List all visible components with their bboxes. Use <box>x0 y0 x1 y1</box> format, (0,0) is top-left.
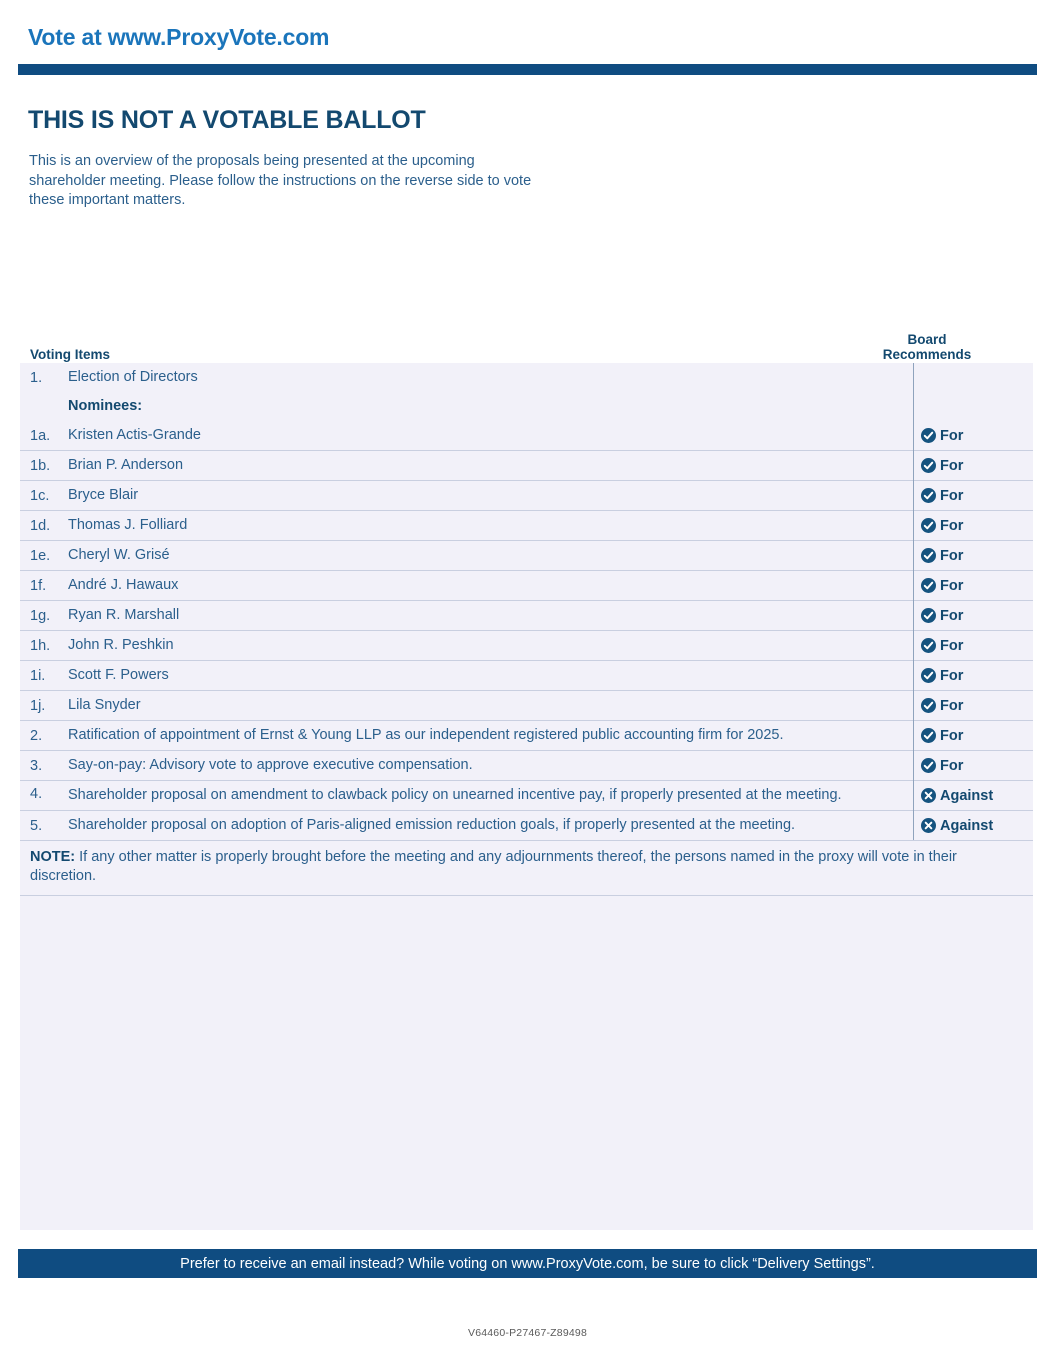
recommendation-label: For <box>940 667 964 684</box>
recommendation-badge <box>921 458 963 474</box>
recommendation-badge <box>921 638 963 654</box>
row-recommendation-cell <box>913 392 1033 421</box>
row-label: Ryan R. Marshall <box>68 607 180 623</box>
table-row <box>20 571 1033 601</box>
row-item-cell <box>20 392 913 421</box>
x-circle-icon <box>921 788 936 803</box>
recommendation-label: For <box>940 457 964 474</box>
check-circle-icon <box>921 638 936 653</box>
column-header-board-recommends <box>827 332 1027 362</box>
row-recommendation-cell <box>913 421 1033 450</box>
recommendation-label: For <box>940 757 964 774</box>
row-item-cell <box>20 363 913 392</box>
note-row <box>20 841 1033 896</box>
board-header-line2: Recommends <box>882 347 972 362</box>
row-recommendation-cell <box>913 661 1033 690</box>
row-label: Election of Directors <box>68 369 198 385</box>
row-recommendation-cell <box>913 691 1033 720</box>
recommendation-label: For <box>940 697 964 714</box>
table-row <box>20 481 1033 511</box>
row-number: 1. <box>30 369 43 386</box>
recommendation-badge <box>921 428 963 444</box>
recommendation-badge <box>921 728 963 744</box>
row-label: Brian P. Anderson <box>68 457 184 473</box>
row-number: 1e. <box>30 547 51 564</box>
row-label: Thomas J. Folliard <box>68 517 188 533</box>
table-row <box>20 661 1033 691</box>
row-recommendation-cell <box>913 511 1033 540</box>
row-item-cell <box>20 541 913 570</box>
table-row <box>20 781 1033 811</box>
recommendation-badge <box>921 818 993 834</box>
row-item-cell <box>20 511 913 540</box>
table-row <box>20 751 1033 781</box>
row-label: Bryce Blair <box>68 487 139 503</box>
recommendation-badge <box>921 698 963 714</box>
row-item-cell <box>20 571 913 600</box>
recommendation-label: For <box>940 577 964 594</box>
row-item-cell <box>20 811 913 840</box>
recommendation-badge <box>921 578 963 594</box>
recommendation-label: Against <box>940 787 994 804</box>
row-label: John R. Peshkin <box>68 637 174 653</box>
row-item-cell <box>20 631 913 660</box>
recommendation-badge <box>921 608 963 624</box>
table-row <box>20 541 1033 571</box>
recommendation-label: For <box>940 487 964 504</box>
row-recommendation-cell <box>913 781 1033 810</box>
recommendation-label: For <box>940 427 964 444</box>
row-number: 5. <box>30 817 43 834</box>
check-circle-icon <box>921 428 936 443</box>
recommendation-label: For <box>940 547 964 564</box>
column-divider <box>913 363 914 840</box>
row-number: 1i. <box>30 667 46 684</box>
row-number: 1d. <box>30 517 51 534</box>
row-recommendation-cell <box>913 451 1033 480</box>
header-rule <box>18 64 1037 75</box>
x-circle-icon <box>921 818 936 833</box>
recommendation-label: For <box>940 607 964 624</box>
site-heading: Vote at www.ProxyVote.com <box>28 24 330 50</box>
note-label: NOTE: <box>30 849 76 865</box>
row-number: 1g. <box>30 607 51 624</box>
row-item-cell <box>20 751 913 780</box>
row-item-cell <box>20 601 913 630</box>
row-item-cell <box>20 481 913 510</box>
row-recommendation-cell <box>913 601 1033 630</box>
row-recommendation-cell <box>913 571 1033 600</box>
row-label: Kristen Actis-Grande <box>68 427 201 443</box>
row-item-cell <box>20 691 913 720</box>
row-label: Shareholder proposal on adoption of Paris-aligned emission reduction goals, if properly presented at the meeting. <box>68 817 796 833</box>
table-row <box>20 451 1033 481</box>
column-header-voting-items: Voting Items <box>30 347 111 362</box>
row-recommendation-cell <box>913 541 1033 570</box>
row-label: André J. Hawaux <box>68 577 179 593</box>
recommendation-badge <box>921 488 963 504</box>
check-circle-icon <box>921 698 936 713</box>
control-number: V64460-P27467-Z89498 <box>467 1327 587 1339</box>
check-circle-icon <box>921 488 936 503</box>
table-body <box>20 363 1033 841</box>
table-header <box>20 318 1033 363</box>
row-number: 1j. <box>30 697 46 714</box>
row-recommendation-cell <box>913 481 1033 510</box>
row-number: 3. <box>30 757 43 774</box>
recommendation-badge <box>921 788 993 804</box>
row-label: Nominees: <box>68 398 143 414</box>
check-circle-icon <box>921 518 936 533</box>
row-item-cell <box>20 661 913 690</box>
row-recommendation-cell <box>913 811 1033 840</box>
row-item-cell <box>20 421 913 450</box>
check-circle-icon <box>921 668 936 683</box>
recommendation-badge <box>921 518 963 534</box>
footer-bar-text: Prefer to receive an email instead? While voting on www.ProxyVote.com, be sure to click “Delivery Settings”. <box>180 1255 875 1272</box>
check-circle-icon <box>921 608 936 623</box>
table-row <box>20 631 1033 661</box>
table-row <box>20 392 1033 421</box>
table-row <box>20 721 1033 751</box>
row-number: 1a. <box>30 427 51 444</box>
table-row <box>20 421 1033 451</box>
voting-items-table <box>20 318 1033 1230</box>
table-row <box>20 691 1033 721</box>
note-text-block <box>30 848 1023 886</box>
table-row <box>20 811 1033 840</box>
row-recommendation-cell <box>913 721 1033 750</box>
recommendation-label: For <box>940 517 964 534</box>
check-circle-icon <box>921 458 936 473</box>
check-circle-icon <box>921 578 936 593</box>
recommendation-badge <box>921 668 963 684</box>
row-number: 1f. <box>30 577 47 594</box>
page-title: THIS IS NOT A VOTABLE BALLOT <box>28 106 426 134</box>
row-label: Scott F. Powers <box>68 667 169 683</box>
row-number: 1h. <box>30 637 51 654</box>
row-item-cell <box>20 721 913 750</box>
recommendation-badge <box>921 758 963 774</box>
recommendation-label: Against <box>940 817 994 834</box>
recommendation-badge <box>921 548 963 564</box>
row-label: Lila Snyder <box>68 697 141 713</box>
recommendation-label: For <box>940 637 964 654</box>
table-row <box>20 601 1033 631</box>
row-label: Cheryl W. Grisé <box>68 547 170 563</box>
row-label: Say-on-pay: Advisory vote to approve executive compensation. <box>68 757 473 773</box>
row-recommendation-cell <box>913 631 1033 660</box>
intro-paragraph: This is an overview of the proposals being presented at the upcoming shareholder meeting. Please follow the instructions on the reverse side to vote these important matters. <box>29 153 532 208</box>
row-number: 4. <box>30 786 43 802</box>
table-row <box>20 363 1033 392</box>
blank-area <box>20 896 1033 1230</box>
footer-bar <box>18 1249 1037 1278</box>
row-number: 1b. <box>30 457 51 474</box>
table-row <box>20 511 1033 541</box>
recommendation-label: For <box>940 727 964 744</box>
note-body: If any other matter is properly brought before the meeting and any adjournments thereof, the persons named in the proxy will vote in their discretion. <box>30 849 957 884</box>
check-circle-icon <box>921 758 936 773</box>
check-circle-icon <box>921 548 936 563</box>
row-recommendation-cell <box>913 363 1033 392</box>
row-item-cell <box>20 451 913 480</box>
row-item-cell <box>20 781 913 810</box>
row-label: Shareholder proposal on amendment to clawback policy on unearned incentive pay, if properly presented at the meeting. <box>68 787 842 803</box>
row-label: Ratification of appointment of Ernst & Young LLP as our independent registered public accounting firm for 2025. <box>68 727 784 743</box>
row-number: 1c. <box>30 487 50 504</box>
row-number: 2. <box>30 727 43 744</box>
row-recommendation-cell <box>913 751 1033 780</box>
board-header-line1: Board <box>907 332 947 347</box>
check-circle-icon <box>921 728 936 743</box>
